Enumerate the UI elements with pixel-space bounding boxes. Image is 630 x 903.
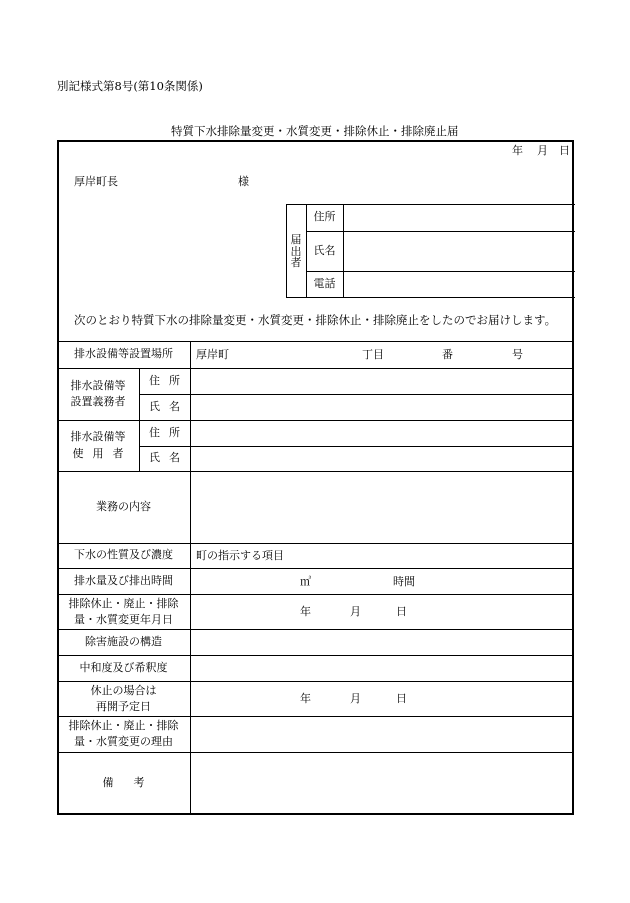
user-label-line1: 排水設備等	[70, 430, 126, 443]
installer-address-field[interactable]	[191, 368, 574, 394]
notifier-name-label: 氏名	[313, 243, 336, 257]
volume-unit: ㎥	[300, 575, 311, 588]
installer-name-label: 氏名	[149, 399, 189, 413]
installer-address-label: 住所	[149, 373, 189, 387]
resume-month: 月	[350, 692, 361, 705]
user-name-field[interactable]	[191, 446, 574, 471]
remarks-label: 備考	[102, 776, 165, 790]
location-town: 厚岸町	[196, 348, 229, 361]
quality-value: 町の指示する項目	[196, 549, 284, 562]
user-address-label: 住所	[149, 425, 189, 439]
quality-label: 下水の性質及び濃度	[74, 548, 173, 562]
neutral-label: 中和度及び希釈度	[79, 660, 168, 674]
time-unit: 時間	[393, 575, 415, 588]
notifier-group-label: 届出者	[290, 233, 302, 270]
reason-label	[57, 716, 190, 752]
user-label	[57, 420, 139, 471]
addressee-honorific: 様	[238, 175, 249, 188]
change-date-year: 年	[300, 605, 311, 618]
date-year: 年	[512, 144, 523, 157]
notifier-address-label: 住所	[313, 210, 336, 224]
resume-day: 日	[396, 692, 407, 705]
addressee-name: 厚岸町長	[74, 175, 118, 188]
change-date-day: 日	[396, 605, 407, 618]
installer-label	[57, 368, 139, 420]
change-date-label-line1: 排除休止・廃止・排除	[68, 596, 179, 610]
reason-field[interactable]	[191, 716, 574, 752]
location-label: 排水設備等設置場所	[74, 347, 173, 361]
removal-field[interactable]	[191, 629, 574, 655]
installer-label-line2: 設置義務者	[70, 395, 126, 408]
installer-name-field[interactable]	[191, 394, 574, 420]
location-ban: 番	[442, 348, 453, 361]
location-chome: 丁目	[362, 348, 384, 361]
removal-label: 除害施設の構造	[85, 634, 162, 648]
change-date-label	[57, 594, 190, 629]
neutral-field[interactable]	[191, 655, 574, 681]
user-name-label: 氏名	[149, 451, 189, 465]
resume-label-line2: 再開予定日	[96, 699, 151, 713]
date-day: 日	[559, 144, 570, 157]
date-month: 月	[537, 144, 548, 157]
resume-label-line1: 休止の場合は	[90, 683, 157, 697]
user-address-field[interactable]	[191, 420, 574, 446]
business-field[interactable]	[191, 471, 574, 543]
form-title: 特質下水排除量変更・水質変更・排除休止・排除廃止届	[171, 124, 459, 138]
notifier-phone-field[interactable]	[344, 271, 574, 297]
installer-label-line1: 排水設備等	[70, 378, 126, 392]
reason-label-line1: 排除休止・廃止・排除	[68, 719, 179, 733]
remarks-field[interactable]	[191, 752, 574, 815]
change-date-month: 月	[350, 605, 361, 618]
resume-label	[57, 681, 190, 716]
notifier-name-field[interactable]	[344, 231, 574, 271]
resume-year: 年	[300, 692, 311, 705]
user-label-line2: 使用者	[72, 446, 133, 460]
business-label: 業務の内容	[96, 499, 151, 513]
change-date-label-line2: 量・水質変更年月日	[74, 612, 173, 626]
notifier-phone-label: 電話	[313, 276, 336, 290]
reason-label-line2: 量・水質変更の理由	[74, 735, 173, 748]
location-go: 号	[512, 348, 523, 361]
form-reference: 別記様式第8号(第10条関係)	[57, 79, 203, 93]
volume-label: 排水量及び排出時間	[74, 573, 173, 587]
statement-text: 次のとおり特質下水の排除量変更・水質変更・排除休止・排除廃止をしたのでお届けします。	[74, 313, 557, 327]
notifier-address-field[interactable]	[344, 204, 574, 231]
